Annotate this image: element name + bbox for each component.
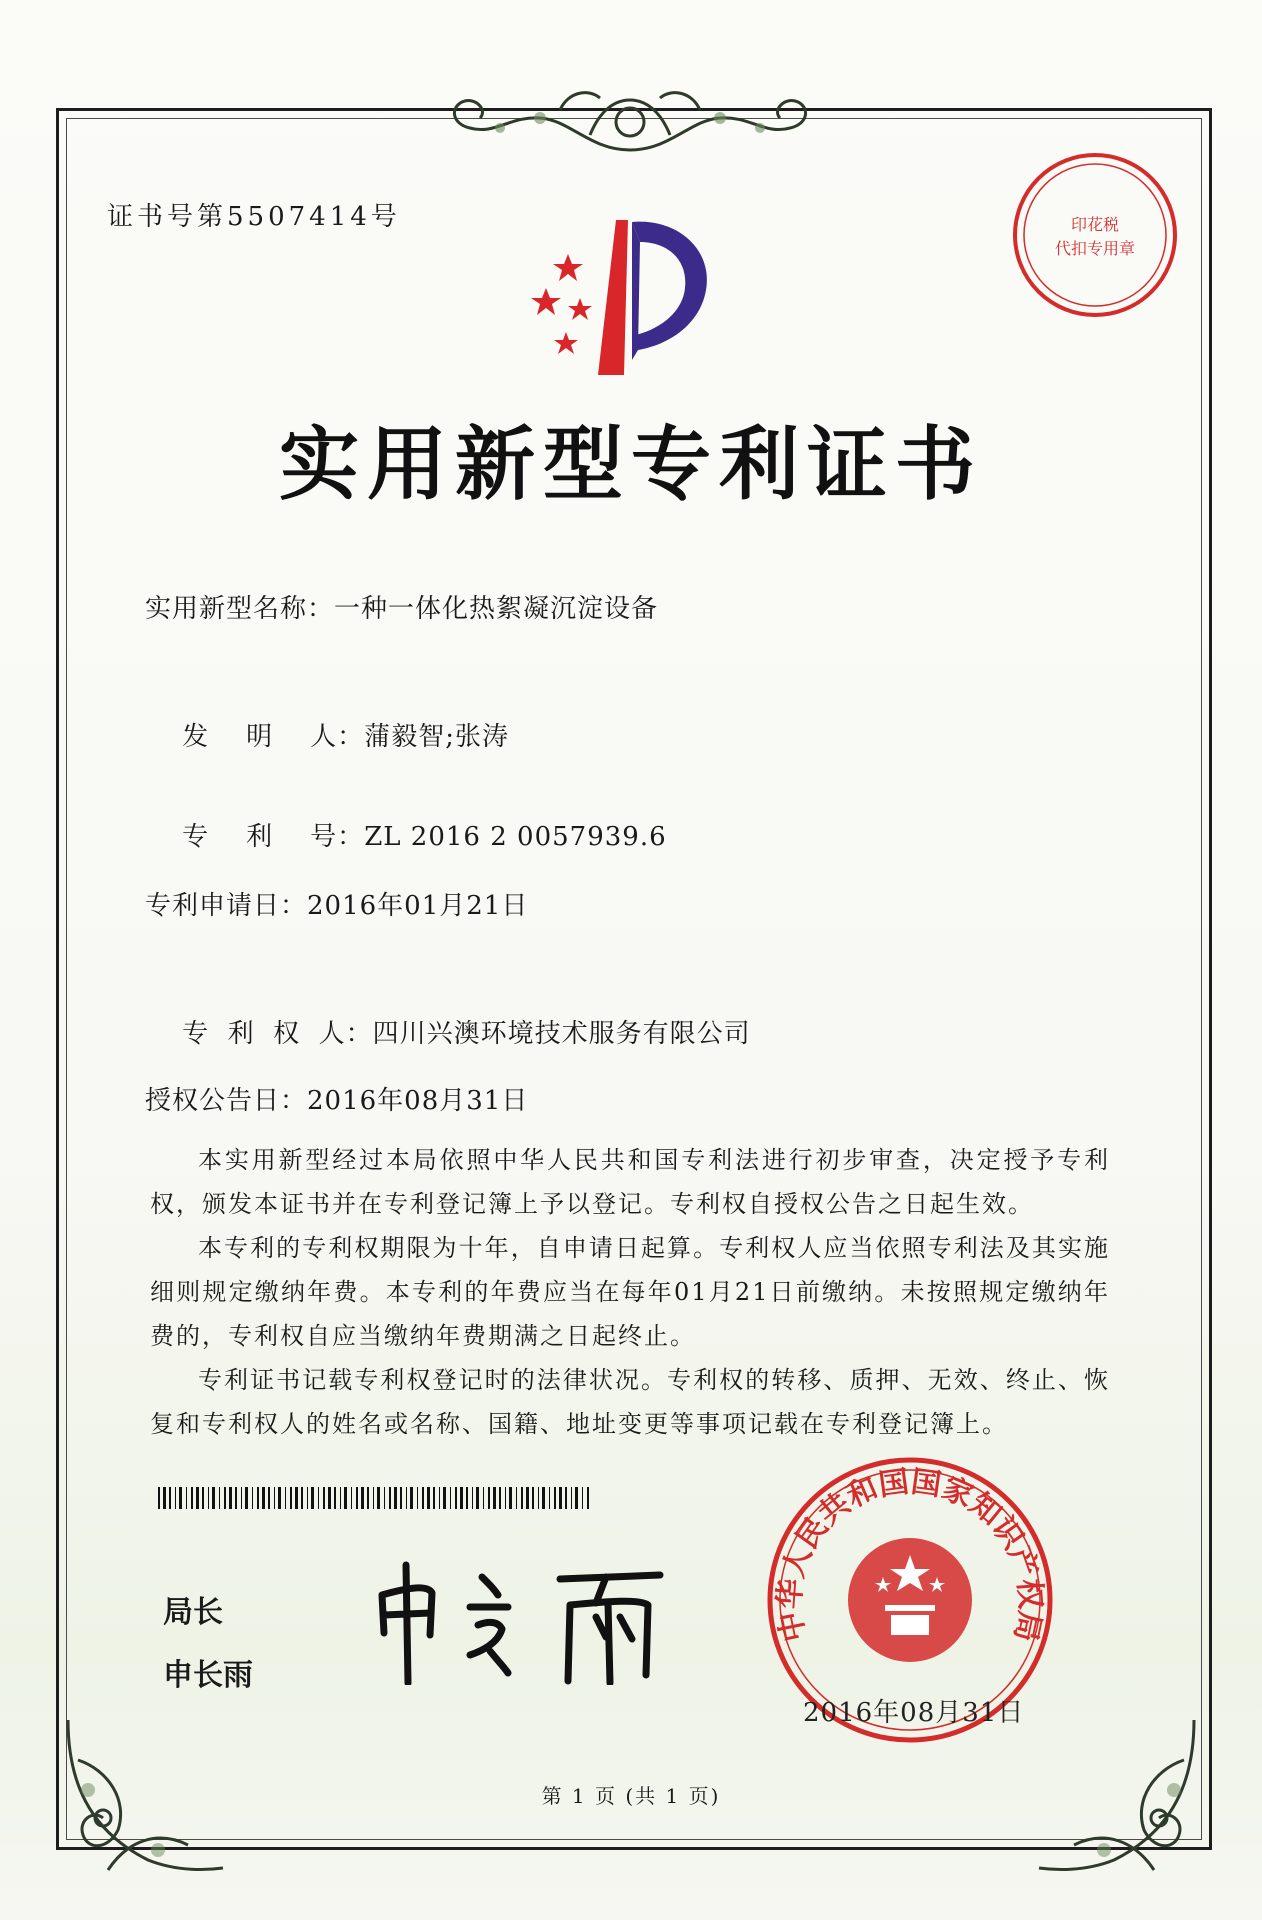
certificate-number: 证书号第5507414号 [107, 202, 401, 232]
patentee-label: 专 利 权 人： [182, 1019, 373, 1049]
document-title: 实用新型专利证书 [279, 417, 983, 511]
patentee-row [145, 983, 751, 1080]
patentee-value: 四川兴澳环境技术服务有限公司 [372, 1019, 751, 1049]
seal-date: 2016年08月31日 [803, 1698, 1025, 1728]
application-date-value: 2016年01月21日 [307, 891, 529, 921]
svg-text:代扣专用章: 代扣专用章 [1054, 239, 1136, 258]
svg-text:印花税: 印花税 [1070, 215, 1120, 234]
inventor-label: 发 明 人： [182, 722, 365, 752]
patent-office-logo [528, 210, 738, 380]
top-ornament [440, 80, 820, 160]
grant-date-row [145, 1080, 528, 1117]
barcode [158, 1487, 590, 1509]
director-title: 局长 [163, 1595, 223, 1630]
grant-date-value: 2016年08月31日 [307, 1086, 529, 1116]
tax-seal [1010, 150, 1180, 320]
patent-number-row [145, 786, 667, 883]
utility-model-name-value: 一种一体化热絮凝沉淀设备 [334, 594, 659, 624]
inventor-row [145, 686, 509, 783]
utility-model-name-label: 实用新型名称： [145, 594, 335, 624]
director-signature [370, 1555, 670, 1685]
application-date-label: 专利申请日： [145, 891, 308, 921]
utility-model-name-row [145, 588, 658, 625]
inventor-value: 蒲毅智;张涛 [364, 722, 509, 752]
page-number: 第 1 页 (共 1 页) [541, 1784, 721, 1808]
patent-number-value: ZL 2016 2 0057939.6 [364, 822, 667, 852]
seal-arc-text: 中华人民共和国国家知识产权局 [772, 1464, 1048, 1645]
body-paragraph-3: 专利证书记载专利权登记时的法律状况。专利权的转移、质押、无效、终止、恢复和专利权人的姓名或名称、国籍、地址变更等事项记载在专利登记簿上。 [150, 1366, 1110, 1438]
body-paragraph-2: 本专利的专利权期限为十年，自申请日起算。专利权人应当依照专利法及其实施细则规定缴纳年费。本专利的年费应当在每年01月21日前缴纳。未按照规定缴纳年费的，专利权自应当缴纳年费期满之日起终止。 [150, 1234, 1110, 1350]
body-paragraph-1: 本实用新型经过本局依照中华人民共和国专利法进行初步审查，决定授予专利权，颁发本证书并在专利登记簿上予以登记。专利权自授权公告之日起生效。 [150, 1146, 1110, 1218]
patent-number-label: 专 利 号： [182, 822, 365, 852]
certificate-body [150, 1138, 1110, 1446]
director-name: 申长雨 [163, 1658, 253, 1693]
application-date-row [145, 885, 528, 922]
grant-date-label: 授权公告日： [145, 1086, 308, 1116]
